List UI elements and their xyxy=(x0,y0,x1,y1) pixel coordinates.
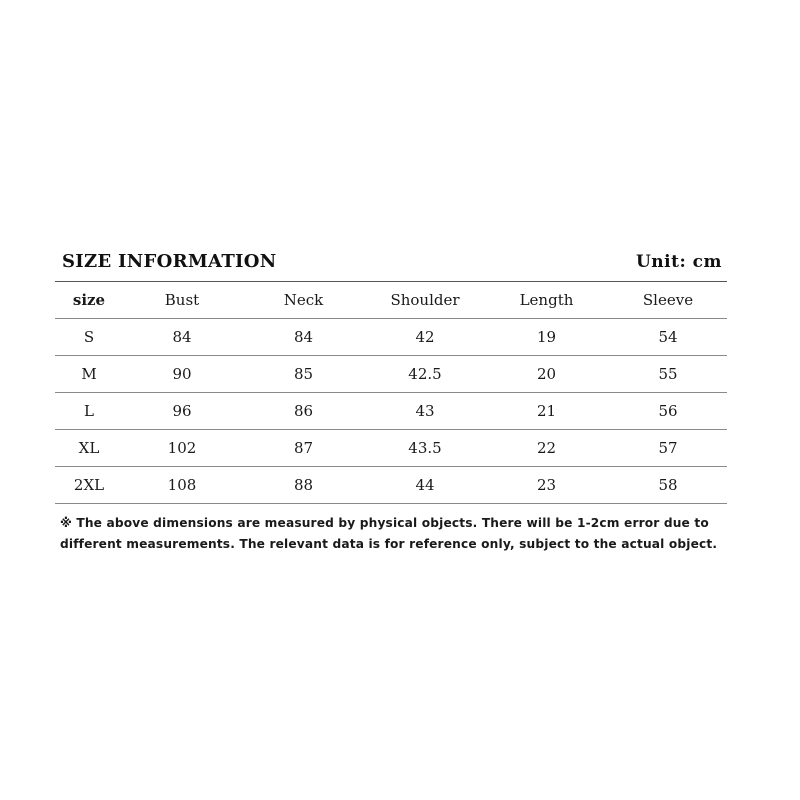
table-cell-sleeve: 58 xyxy=(609,467,727,504)
unit-label: Unit: xyxy=(635,252,687,272)
table-cell-sleeve: 54 xyxy=(609,319,727,356)
note-line-2: different measurements. The relevant data is for reference only, subject to the actual object. xyxy=(60,537,718,551)
table-cell-neck: 84 xyxy=(241,319,366,356)
table-cell-sleeve: 57 xyxy=(609,430,727,467)
table-cell-bust: 96 xyxy=(123,393,241,430)
table-cell-length: 20 xyxy=(484,356,609,393)
table-cell-size: 2XL xyxy=(55,467,123,504)
table-cell-neck: 88 xyxy=(241,467,366,504)
table-cell-length: 23 xyxy=(484,467,609,504)
table-cell-length: 19 xyxy=(484,319,609,356)
table-cell-shoulder: 42.5 xyxy=(366,356,484,393)
column-header-sleeve: Sleeve xyxy=(609,282,727,319)
table-cell-shoulder: 43 xyxy=(366,393,484,430)
table-cell-size: M xyxy=(55,356,123,393)
table-row xyxy=(55,356,727,393)
size-table xyxy=(55,281,727,504)
table-cell-bust: 90 xyxy=(123,356,241,393)
table-cell-bust: 84 xyxy=(123,319,241,356)
measurement-note xyxy=(60,513,740,555)
page-title: SIZE INFORMATION xyxy=(62,251,277,272)
table-cell-sleeve: 56 xyxy=(609,393,727,430)
unit-value: cm xyxy=(692,252,722,272)
size-chart-header xyxy=(55,246,727,276)
table-cell-neck: 85 xyxy=(241,356,366,393)
table-cell-neck: 86 xyxy=(241,393,366,430)
table-cell-size: L xyxy=(55,393,123,430)
table-row xyxy=(55,393,727,430)
note-line-1: ※ The above dimensions are measured by physical objects. There will be 1-2cm error due to xyxy=(60,516,709,530)
table-cell-length: 22 xyxy=(484,430,609,467)
table-row xyxy=(55,467,727,504)
table-cell-shoulder: 44 xyxy=(366,467,484,504)
column-header-shoulder: Shoulder xyxy=(366,282,484,319)
table-cell-bust: 108 xyxy=(123,467,241,504)
size-chart xyxy=(55,246,727,504)
table-cell-sleeve: 55 xyxy=(609,356,727,393)
table-cell-bust: 102 xyxy=(123,430,241,467)
table-cell-size: S xyxy=(55,319,123,356)
table-cell-shoulder: 43.5 xyxy=(366,430,484,467)
table-cell-shoulder: 42 xyxy=(366,319,484,356)
column-header-neck: Neck xyxy=(241,282,366,319)
table-cell-length: 21 xyxy=(484,393,609,430)
table-cell-neck: 87 xyxy=(241,430,366,467)
unit-indicator xyxy=(636,248,722,276)
table-cell-size: XL xyxy=(55,430,123,467)
table-header-row xyxy=(55,282,727,319)
table-row xyxy=(55,430,727,467)
column-header-length: Length xyxy=(484,282,609,319)
column-header-bust: Bust xyxy=(123,282,241,319)
column-header-size: size xyxy=(55,282,123,319)
table-row xyxy=(55,319,727,356)
